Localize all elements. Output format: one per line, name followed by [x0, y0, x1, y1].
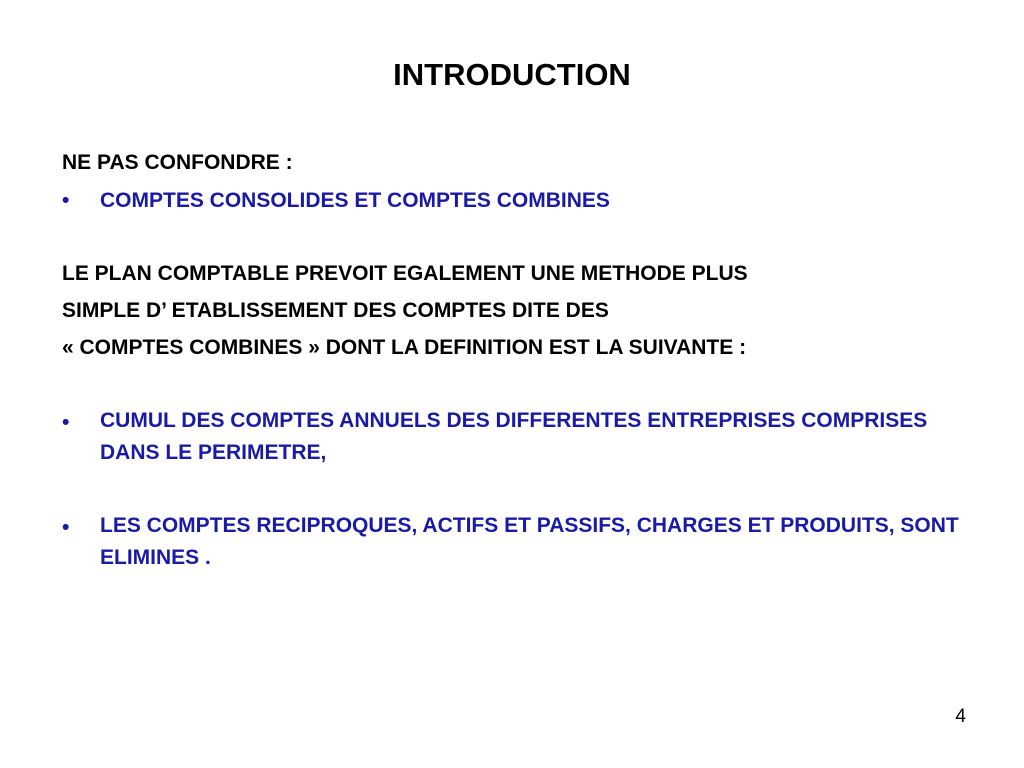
- slide-content: [62, 145, 982, 605]
- paragraph-line: « COMPTES COMBINES » DONT LA DEFINITION EST LA SUIVANTE :: [62, 336, 747, 359]
- bullet-icon: •: [62, 189, 70, 212]
- bullet-icon: •: [62, 411, 70, 434]
- bullet-item-cumul: [62, 405, 982, 469]
- paragraph-line: LE PLAN COMPTABLE PREVOIT EGALEMENT UNE METHODE PLUS: [62, 262, 748, 285]
- page-number: 4: [955, 706, 966, 727]
- bullet-text: COMPTES CONSOLIDES ET COMPTES COMBINES: [100, 189, 610, 212]
- bullet-text: CUMUL DES COMPTES ANNUELS DES DIFFERENTES ENTREPRISES COMPRISES DANS LE PERIMETRE,: [100, 409, 928, 464]
- bullet-text: LES COMPTES RECIPROQUES, ACTIFS ET PASSIFS, CHARGES ET PRODUITS, SONT ELIMINES .: [100, 514, 959, 569]
- intro-label: NE PAS CONFONDRE :: [62, 151, 293, 174]
- paragraph-line: SIMPLE D’ ETABLISSEMENT DES COMPTES DITE DES: [62, 299, 609, 322]
- bullet-item-comptes-reciproques: [62, 510, 982, 574]
- bullet-icon: •: [62, 516, 70, 539]
- bullet-item-comptes-consolides: [62, 183, 982, 218]
- slide-title: INTRODUCTION: [393, 57, 631, 92]
